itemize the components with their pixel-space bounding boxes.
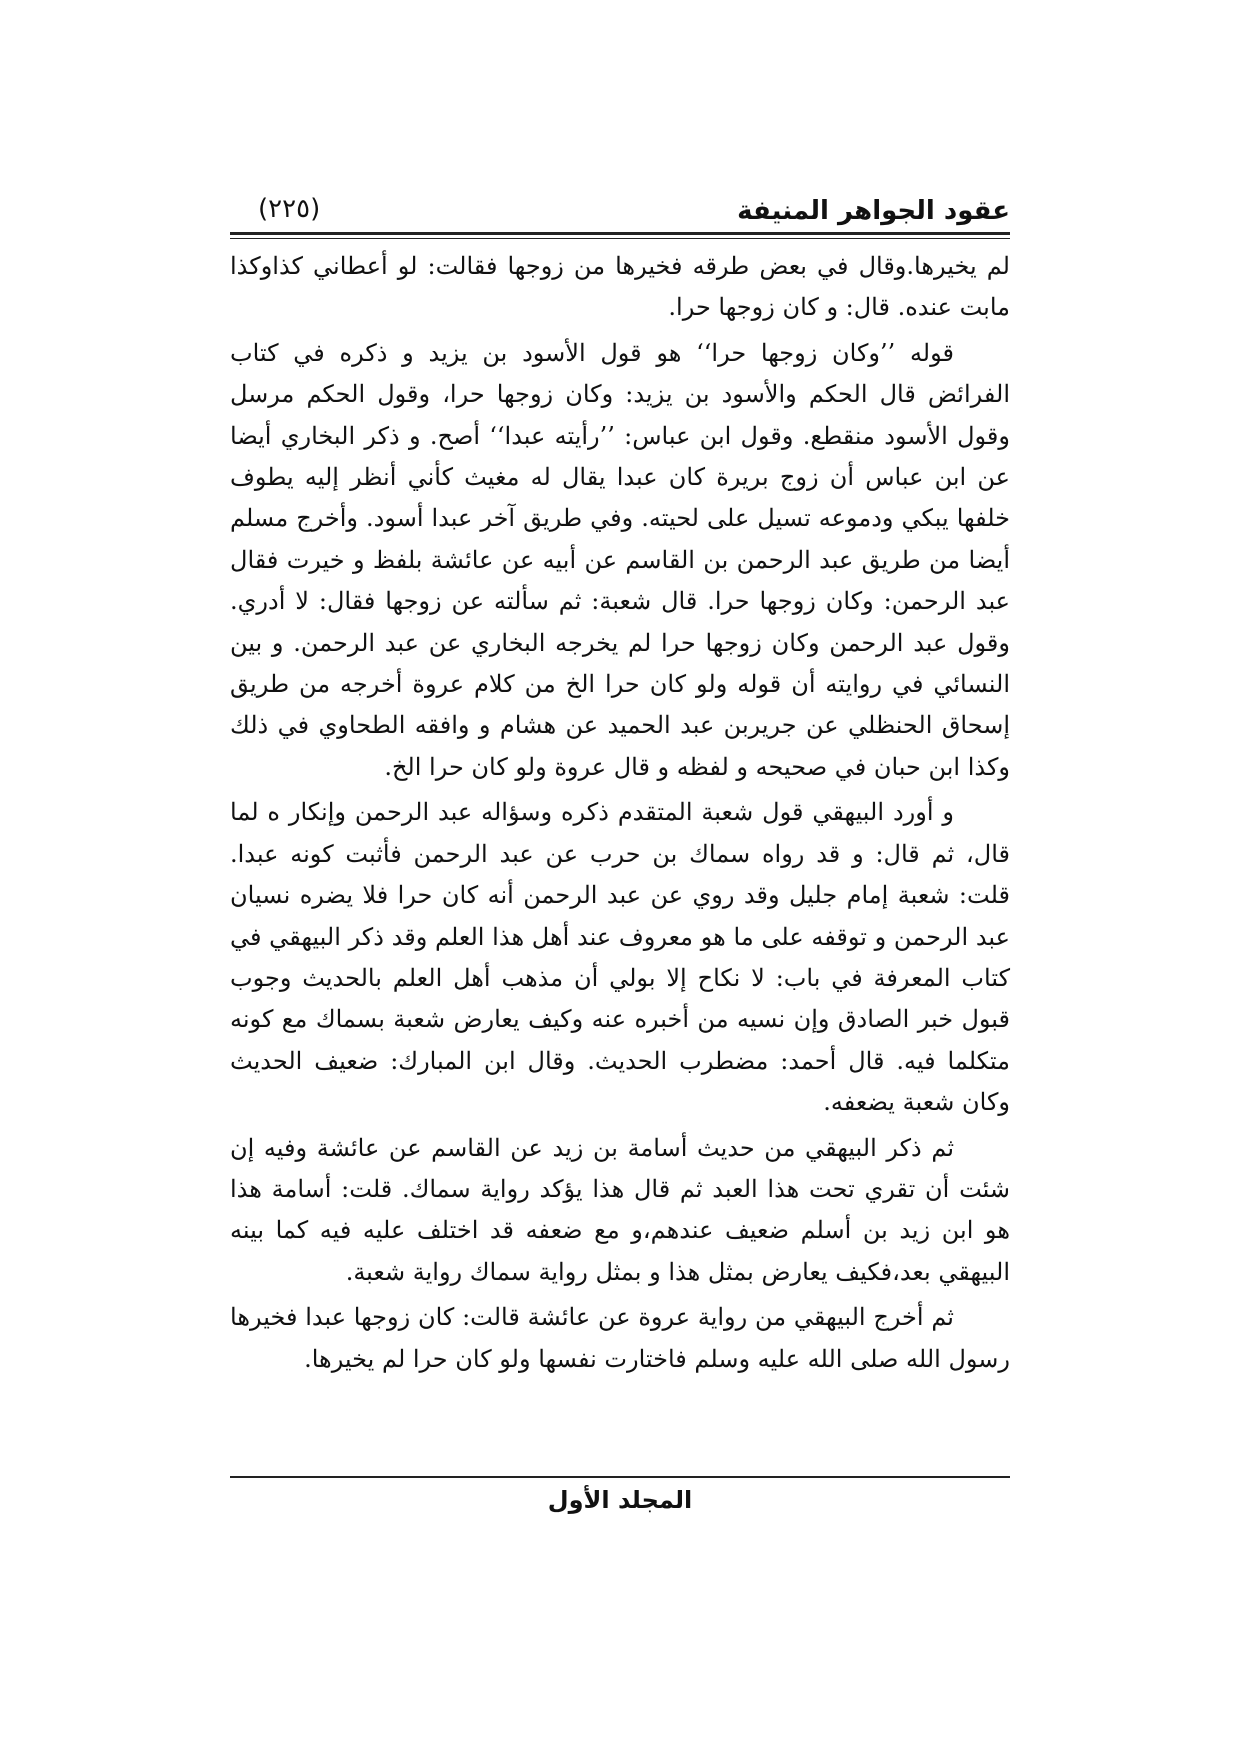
footer-rule bbox=[230, 1476, 1010, 1478]
page-header bbox=[230, 190, 1010, 234]
paragraph-4: ثم ذكر البيهقي من حديث أسامة بن زيد عن القاسم عن عائشة وفيه إن شئت أن تقري تحت هذا العبد ثم قال هذا يؤكد رواية سماك. قلت: أسامة هذا هو ابن زيد بن أسلم ضعيف عندهم،و مع ضعفه قد اختلف عليه فيه كما بينه البيهقي بعد،فكيف يعارض بمثل هذا و بمثل رواية سماك رواية شعبة. bbox=[230, 1133, 1010, 1286]
page-number: (٢٢٥) bbox=[258, 194, 321, 224]
page bbox=[230, 180, 1010, 1580]
body-text bbox=[230, 246, 1010, 1384]
paragraph-5: ثم أخرج البيهقي من رواية عروة عن عائشة قالت: كان زوجها عبدا فخيرها رسول الله صلى الله عليه وسلم فاختارت نفسها ولو كان حرا لم يخيرها. bbox=[230, 1303, 1010, 1373]
volume-label: المجلد الأول bbox=[547, 1486, 693, 1514]
paragraph-1: لم يخيرها.وقال في بعض طرقه فخيرها من زوجها فقالت: لو أعطاني كذاوكذا مابت عنده. قال: و كان زوجها حرا. bbox=[230, 252, 1010, 322]
paragraph-2: قوله ’’وكان زوجها حرا‘‘ هو قول الأسود بن يزيد و ذكره في كتاب الفرائض قال الحكم والأسود بن يزيد: وكان زوجها حرا، وقول الحكم مرسل وقول الأسود منقطع. وقول ابن عباس: ’’رأيته عبدا‘‘ أصح. و ذكر البخاري أيضا عن ابن عباس أن زوج بريرة كان عبدا يقال له مغيث كأني أنظر إليه يطوف خلفها يبكي ودموعه تسيل على لحيته. وفي طريق آخر عبدا أسود. وأخرج مسلم أيضا من طريق عبد الرحمن بن القاسم عن أبيه عن عائشة بلفظ و خيرت فقال عبد الرحمن: وكان زوجها حرا. قال شعبة: ثم سألته عن زوجها فقال: لا أدري. وقول عبد الرحمن وكان زوجها حرا لم يخرجه البخاري عن عبد الرحمن. و بين النسائي في روايته أن قوله ولو كان حرا الخ من كلام عروة أخرجه من طريق إسحاق الحنظلي عن جريربن عبد الحميد عن هشام و وافقه الطحاوي في ذلك وكذا ابن حبان في صحيحه و لفظه و قال عروة ولو كان حرا الخ. bbox=[230, 338, 1011, 781]
header-rule-thin bbox=[230, 238, 1010, 239]
book-title: عقود الجواهر المنيفة bbox=[737, 196, 1010, 226]
header-rule bbox=[230, 232, 1010, 235]
paragraph-3: و أورد البيهقي قول شعبة المتقدم ذكره وسؤاله عبد الرحمن وإنكار ه لما قال، ثم قال: و قد رواه سماك بن حرب عن عبد الرحمن فأثبت كونه عبدا. قلت: شعبة إمام جليل وقد روي عن عبد الرحمن أنه كان حرا فلا يضره نسيان عبد الرحمن و توقفه على ما هو معروف عند أهل هذا العلم وقد ذكر البيهقي في كتاب المعرفة في باب: لا نكاح إلا بولي أن مذهب أهل العلم بالحديث وجوب قبول خبر الصادق وإن نسيه من أخبره عنه وكيف يعارض شعبة بسماك مع كونه متكلما فيه. قال أحمد: مضطرب الحديث. وقال ابن المبارك: ضعيف الحديث وكان شعبة يضعفه. bbox=[230, 798, 1011, 1117]
